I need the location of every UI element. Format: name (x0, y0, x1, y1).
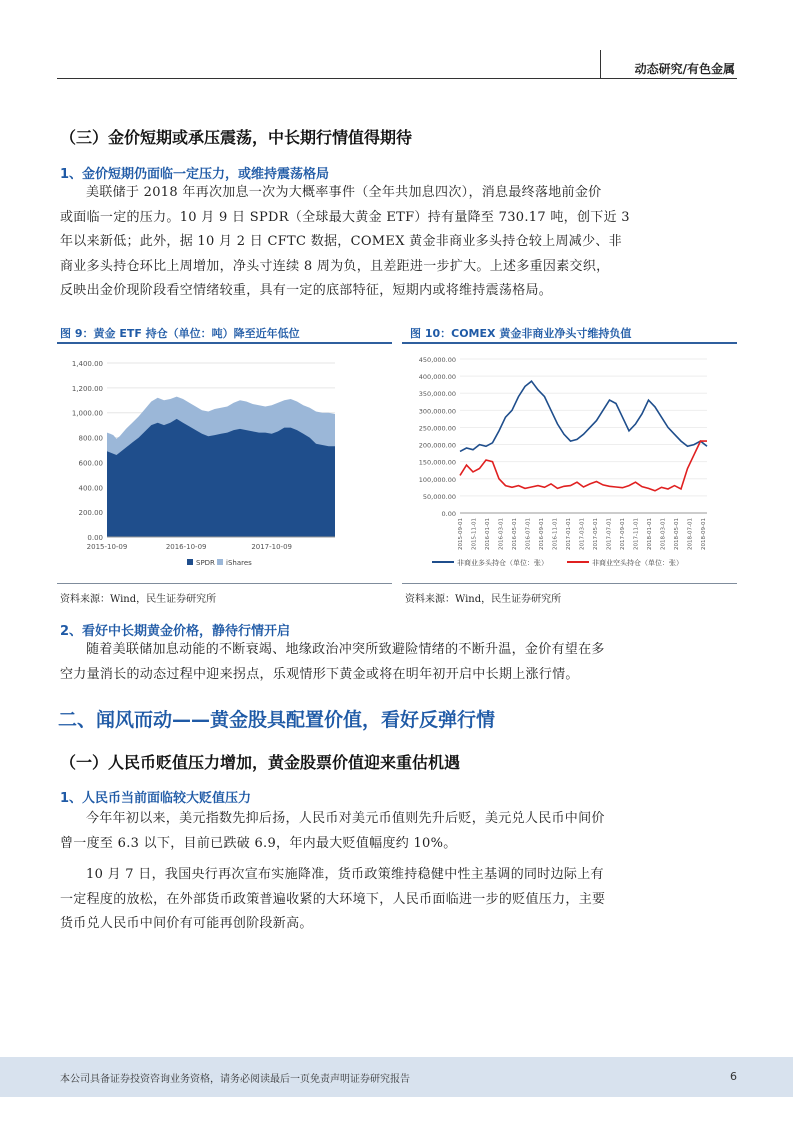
paragraph (60, 181, 740, 304)
figure-10-bottom-rule (402, 583, 737, 584)
paragraph-line: 10 月 7 日，我国央行再次宣布实施降准，货币政策维持稳健中性主基调的同时边际上有 (86, 867, 604, 882)
x-tick-label: 2017-07-01 (606, 518, 613, 550)
y-tick-label: 100,000.00 (418, 475, 456, 484)
legend-swatch-spdr (187, 559, 193, 565)
x-tick-label: 2016-09-01 (539, 518, 545, 550)
x-tick-label: 2015-10-09 (86, 543, 128, 551)
comex-positions-chart (402, 345, 737, 580)
x-tick-label: 2017-03-01 (579, 518, 586, 550)
chapter-title: 二、闻风而动——黄金股具配置价值，看好反弹行情 (58, 709, 496, 731)
x-tick-label: 2017-11-01 (633, 518, 640, 550)
paragraph-line: 今年年初以来，美元指数先抑后扬，人民币对美元币值则先升后贬，美元兑人民币中间价 (86, 811, 605, 826)
y-tick-label: 0.00 (87, 534, 103, 542)
figure-10-title: 图 10：COMEX 黄金非商业净头寸维持负值 (410, 327, 632, 340)
x-tick-label: 2018-03-01 (660, 518, 667, 550)
x-tick-label: 2017-05-01 (593, 518, 599, 550)
figure-9-chart-area (57, 345, 392, 580)
y-tick-label: 400.00 (78, 484, 103, 493)
x-tick-label: 2017-09-01 (620, 518, 626, 550)
figure-9-title: 图 9：黄金 ETF 持仓（单位：吨）降至近年低位 (60, 327, 300, 340)
y-tick-label: 250,000.00 (418, 424, 456, 433)
header-divider-tick (600, 50, 601, 78)
x-tick-label: 2017-01-01 (566, 518, 572, 550)
x-tick-label: 2016-01-01 (485, 518, 491, 550)
y-tick-label: 300,000.00 (418, 407, 456, 416)
figure-10-top-rule (402, 342, 737, 344)
y-tick-label: 800.00 (78, 434, 103, 443)
paragraph-line: 反映出金价现阶段看空情绪较重，具有一定的底部特征，短期内或将维持震荡格局。 (60, 283, 553, 298)
figure-10-source: 资料来源：Wind，民生证券研究所 (405, 594, 562, 605)
y-tick-label: 600.00 (78, 459, 103, 468)
legend-label-spdr: SPDR (196, 559, 215, 567)
x-tick-label: 2017-10-09 (251, 543, 293, 551)
x-tick-label: 2018-07-01 (687, 518, 694, 550)
paragraph (60, 807, 740, 856)
subsection-title: 1、金价短期仍面临一定压力，或维持震荡格局 (60, 167, 330, 182)
x-tick-label: 2016-10-09 (165, 543, 207, 551)
paragraph-line: 随着美联储加息动能的不断衰竭、地缘政治冲突所致避险情绪的不断升温，金价有望在多 (86, 642, 605, 657)
x-tick-label: 2018-05-01 (674, 518, 680, 550)
etf-holdings-chart (57, 345, 392, 580)
figure-10-chart-area (402, 345, 737, 580)
spdr-area (107, 419, 335, 537)
x-tick-label: 2016-03-01 (498, 518, 505, 550)
legend-label-short: 非商业空头持仓（单位：张） (592, 559, 683, 567)
paragraph-line: 或面临一定的压力。10 月 9 日 SPDR（全球最大黄金 ETF）持有量降至 730.17 吨，创下近 3 (60, 209, 630, 225)
figure-9-source: 资料来源：Wind，民生证券研究所 (60, 594, 217, 605)
paragraph (60, 863, 740, 937)
footer-disclaimer: 本公司具备证券投资咨询业务资格，请务必阅读最后一页免责声明证券研究报告 (60, 1074, 410, 1085)
y-tick-label: 1,400.00 (71, 360, 103, 368)
legend-label-long: 非商业多头持仓（单位：张） (457, 559, 548, 567)
x-tick-label: 2016-07-01 (525, 518, 532, 550)
paragraph-line: 货币兑人民币中间价有可能再创阶段新高。 (60, 916, 313, 931)
y-tick-label: 1,200.00 (71, 384, 103, 393)
y-tick-label: 400,000.00 (418, 373, 456, 382)
x-tick-label: 2015-09-01 (458, 518, 464, 550)
paragraph-line: 商业多头持仓环比上周增加，净头寸连续 8 周为负，且差距进一步扩大。上述多重因素交织， (60, 258, 610, 274)
x-tick-label: 2016-05-01 (512, 518, 518, 550)
legend-label-ishares: iShares (226, 559, 252, 567)
x-tick-label: 2018-09-01 (701, 518, 707, 550)
y-tick-label: 200,000.00 (418, 441, 456, 450)
x-tick-label: 2016-11-01 (552, 518, 559, 550)
legend-swatch-ishares (217, 559, 223, 565)
subsection-title: 2、看好中长期黄金价格，静待行情开启 (60, 624, 291, 639)
section-title: （三）金价短期或承压震荡，中长期行情值得期待 (60, 128, 413, 147)
y-tick-label: 350,000.00 (418, 390, 456, 399)
paragraph-line: 美联储于 2018 年再次加息一次为大概率事件（全年共加息四次），消息最终落地前金价 (86, 185, 602, 200)
paragraph (60, 638, 740, 687)
subsection-title: 1、人民币当前面临较大贬值压力 (60, 791, 252, 806)
paragraph-line: 年以来新低；此外，据 10 月 2 日 CFTC 数据，COMEX 黄金非商业多头持仓较上周减少、非 (60, 234, 622, 249)
y-tick-label: 1,000.00 (71, 409, 103, 418)
x-tick-label: 2015-11-01 (471, 518, 478, 550)
x-tick-label: 2018-01-01 (647, 518, 653, 550)
y-tick-label: 50,000.00 (422, 492, 456, 501)
y-tick-label: 150,000.00 (418, 458, 456, 467)
section-title: （一）人民币贬值压力增加，黄金股票价值迎来重估机遇 (60, 753, 461, 772)
header-label: 动态研究/有色金属 (634, 62, 735, 76)
y-tick-label: 450,000.00 (418, 356, 456, 364)
page-number: 6 (730, 1070, 737, 1083)
figure-9-top-rule (57, 342, 392, 344)
y-tick-label: 0.00 (441, 510, 456, 518)
y-tick-label: 200.00 (78, 509, 103, 518)
paragraph-line: 曾一度至 6.3 以下，目前已跌破 6.9，年内最大贬值幅度约 10%。 (60, 835, 457, 851)
header-rule (57, 78, 737, 79)
figure-9-bottom-rule (57, 583, 392, 584)
paragraph-line: 空力量消长的动态过程中迎来拐点，乐观情形下黄金或将在明年初开启中长期上涨行情。 (60, 666, 579, 682)
paragraph-line: 一定程度的放松，在外部货币政策普遍收紧的大环境下，人民币面临进一步的贬值压力，主要 (60, 891, 606, 907)
